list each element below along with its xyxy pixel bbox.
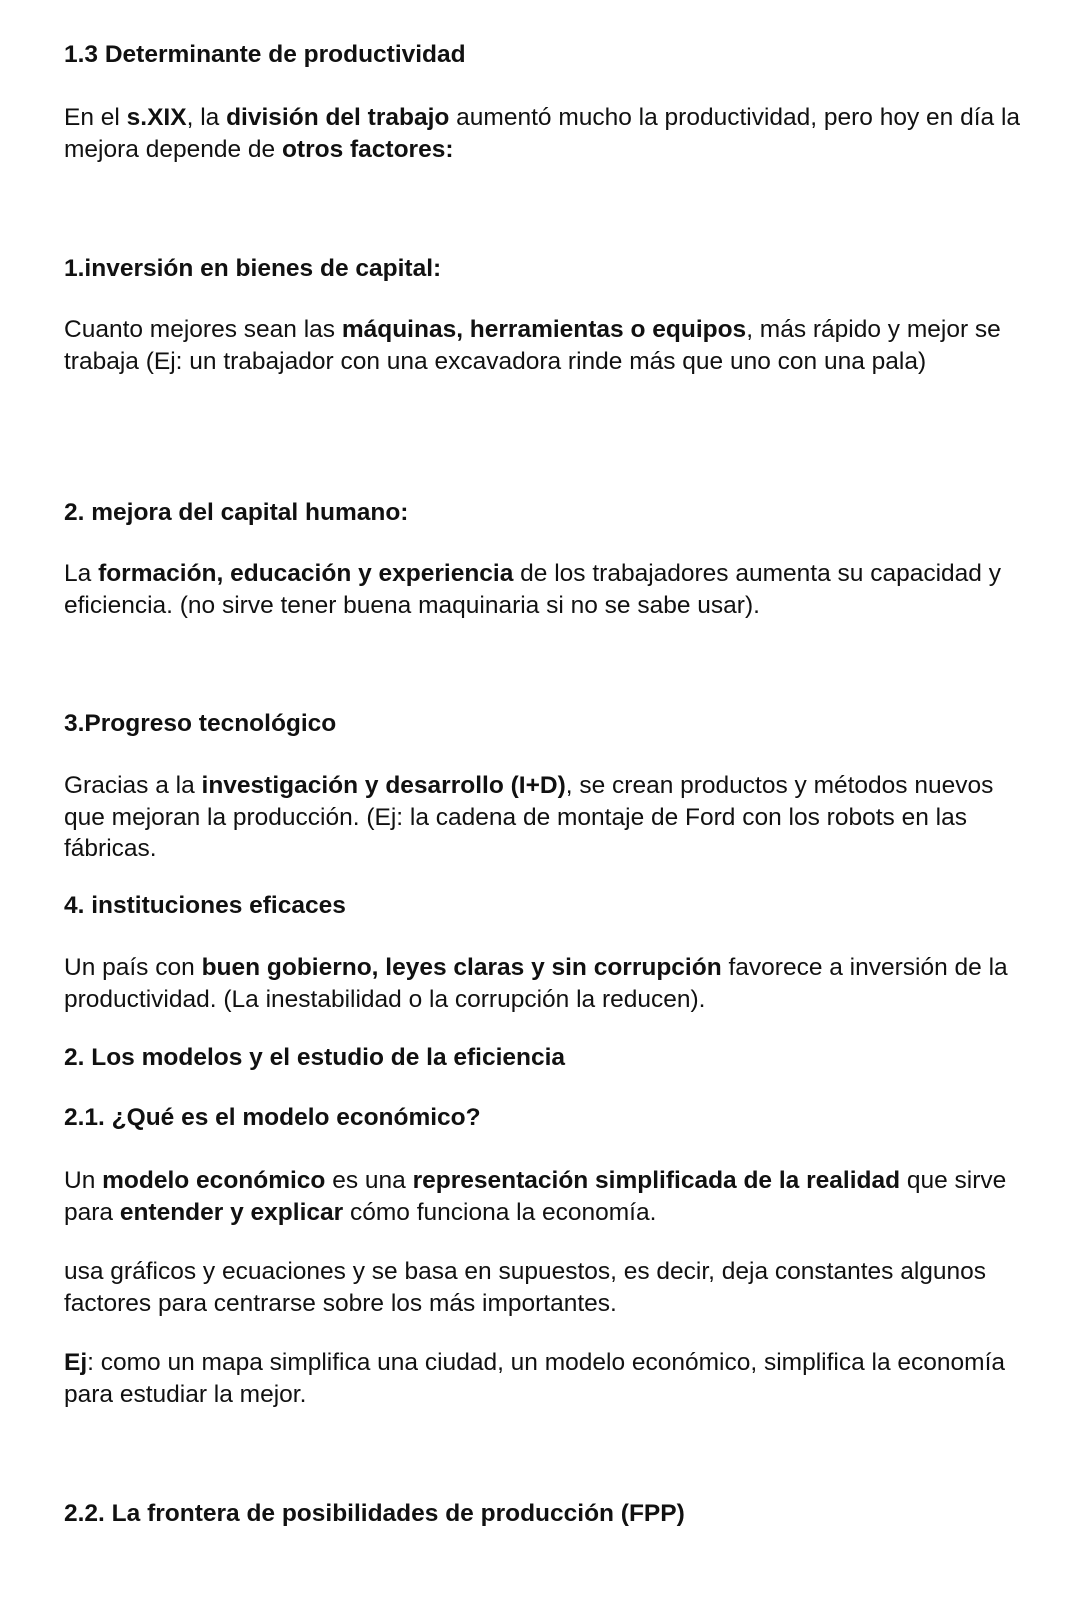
factor-1-heading: 1.inversión en bienes de capital: — [64, 255, 442, 282]
intro-paragraph: En el s.XIX, la división del trabajo aumentó mucho la productividad, pero hoy en día la mejora depende de otros factores: — [64, 104, 1021, 163]
section-heading-2-2: 2.2. La frontera de posibilidades de producción (FPP) — [64, 1500, 685, 1527]
section-heading-1-3: 1.3 Determinante de productividad — [64, 41, 466, 68]
factor-4-heading: 4. instituciones eficaces — [64, 892, 346, 919]
section-heading-2: 2. Los modelos y el estudio de la eficiencia — [64, 1044, 566, 1071]
factor-2-paragraph: La formación, educación y experiencia de los trabajadores aumenta su capacidad y eficiencia. (no sirve tener buena maquinaria si no se sabe usar). — [64, 560, 1001, 619]
factor-1-paragraph: Cuanto mejores sean las máquinas, herramientas o equipos, más rápido y mejor se trabaja (Ej: un trabajador con una excavadora rinde más que uno con una pala) — [64, 316, 1001, 375]
model-definition-paragraph: Un modelo económico es una representación simplificada de la realidad que sirve para entender y explicar cómo funciona la economía. — [64, 1167, 1007, 1226]
model-example-paragraph: Ej: como un mapa simplifica una ciudad, un modelo económico, simplifica la economía para estudiar la mejor. — [64, 1349, 1006, 1408]
section-heading-2-1: 2.1. ¿Qué es el modelo económico? — [64, 1104, 481, 1131]
factor-4-paragraph: Un país con buen gobierno, leyes claras y sin corrupción favorece a inversión de la productividad. (La inestabilidad o la corrupción la reducen). — [64, 954, 1008, 1013]
factor-2-heading: 2. mejora del capital humano: — [64, 499, 409, 526]
model-assumptions-paragraph: usa gráficos y ecuaciones y se basa en supuestos, es decir, deja constantes algunos factores para centrarse sobre los más importantes. — [64, 1258, 987, 1317]
factor-3-heading: 3.Progreso tecnológico — [64, 710, 337, 737]
factor-3-paragraph: Gracias a la investigación y desarrollo (I+D), se crean productos y métodos nuevos que mejoran la producción. (Ej: la cadena de montaje de Ford con los robots en las fábricas. — [64, 772, 994, 862]
